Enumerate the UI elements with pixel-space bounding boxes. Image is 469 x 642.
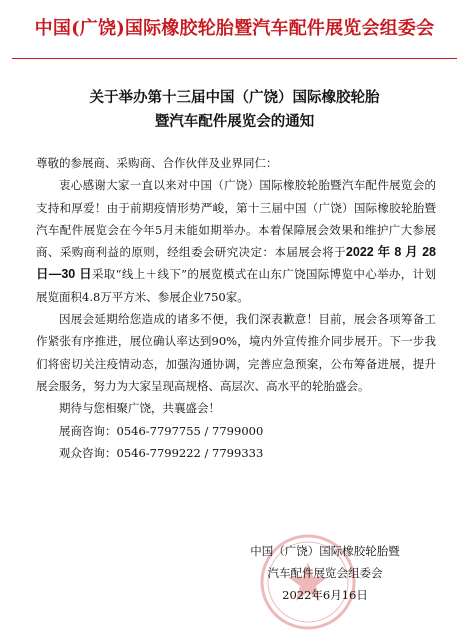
notice-body xyxy=(36,152,436,464)
signature-org-line-1: 中国（广饶）国际橡胶轮胎暨 xyxy=(250,544,400,558)
paragraph-1-after: 采取“线上＋线下”的展览模式在山东广饶国际博览中心举办，计划展览面积4.8万平方米、参展企业750家。 xyxy=(36,267,436,304)
title-line-1: 关于举办第十三届中国（广饶）国际橡胶轮胎 xyxy=(89,89,380,106)
letterhead: 中国(广饶)国际橡胶轮胎暨汽车配件展览会组委会 xyxy=(34,18,435,39)
signature-org-line-2: 汽车配件展览会组委会 xyxy=(267,566,383,580)
visitor-contact: 观众咨询：0546-7799222 / 7799333 xyxy=(59,445,264,460)
event-date: 2022 年 8 月 28 日—30 日 xyxy=(36,245,436,282)
notice-title xyxy=(0,86,469,134)
letterhead-rule xyxy=(12,58,457,59)
paragraph-3: 期待与您相聚广饶，共襄盛会！ xyxy=(59,401,220,416)
paragraph-1 xyxy=(36,174,436,308)
title-line-2: 暨汽车配件展览会的通知 xyxy=(154,113,315,130)
paragraph-1-before: 衷心感谢大家一直以来对中国（广饶）国际橡胶轮胎暨汽车配件展览会的支持和厚爱！由于前期疫情形势严峻，第十三届中国（广饶）国际橡胶轮胎暨汽车配件展览会在今年5月未能如期举办。本着保障展会效果和维护广大参展商、采购商利益的原则，经组委会研究决定：本届展会将于 xyxy=(36,178,436,260)
exhibitor-contact: 展商咨询：0546-7797755 / 7799000 xyxy=(59,423,264,438)
signature-block xyxy=(200,540,450,606)
signature-date: 2022年6月16日 xyxy=(282,588,368,602)
paragraph-2: 因展会延期给您造成的诸多不便，我们深表歉意！目前，展会各项筹备工作紧张有序推进，展位确认率达到90%，境内外宣传推介同步展开。下一步我们将密切关注疫情动态，加强沟通协调，完善应急预案，公布筹备进展，提升展会服务，努力为大家呈现高规格、高层次、高水平的轮胎盛会。 xyxy=(36,312,436,393)
greeting: 尊敬的参展商、采购商、合作伙伴及业界同仁： xyxy=(36,156,278,170)
